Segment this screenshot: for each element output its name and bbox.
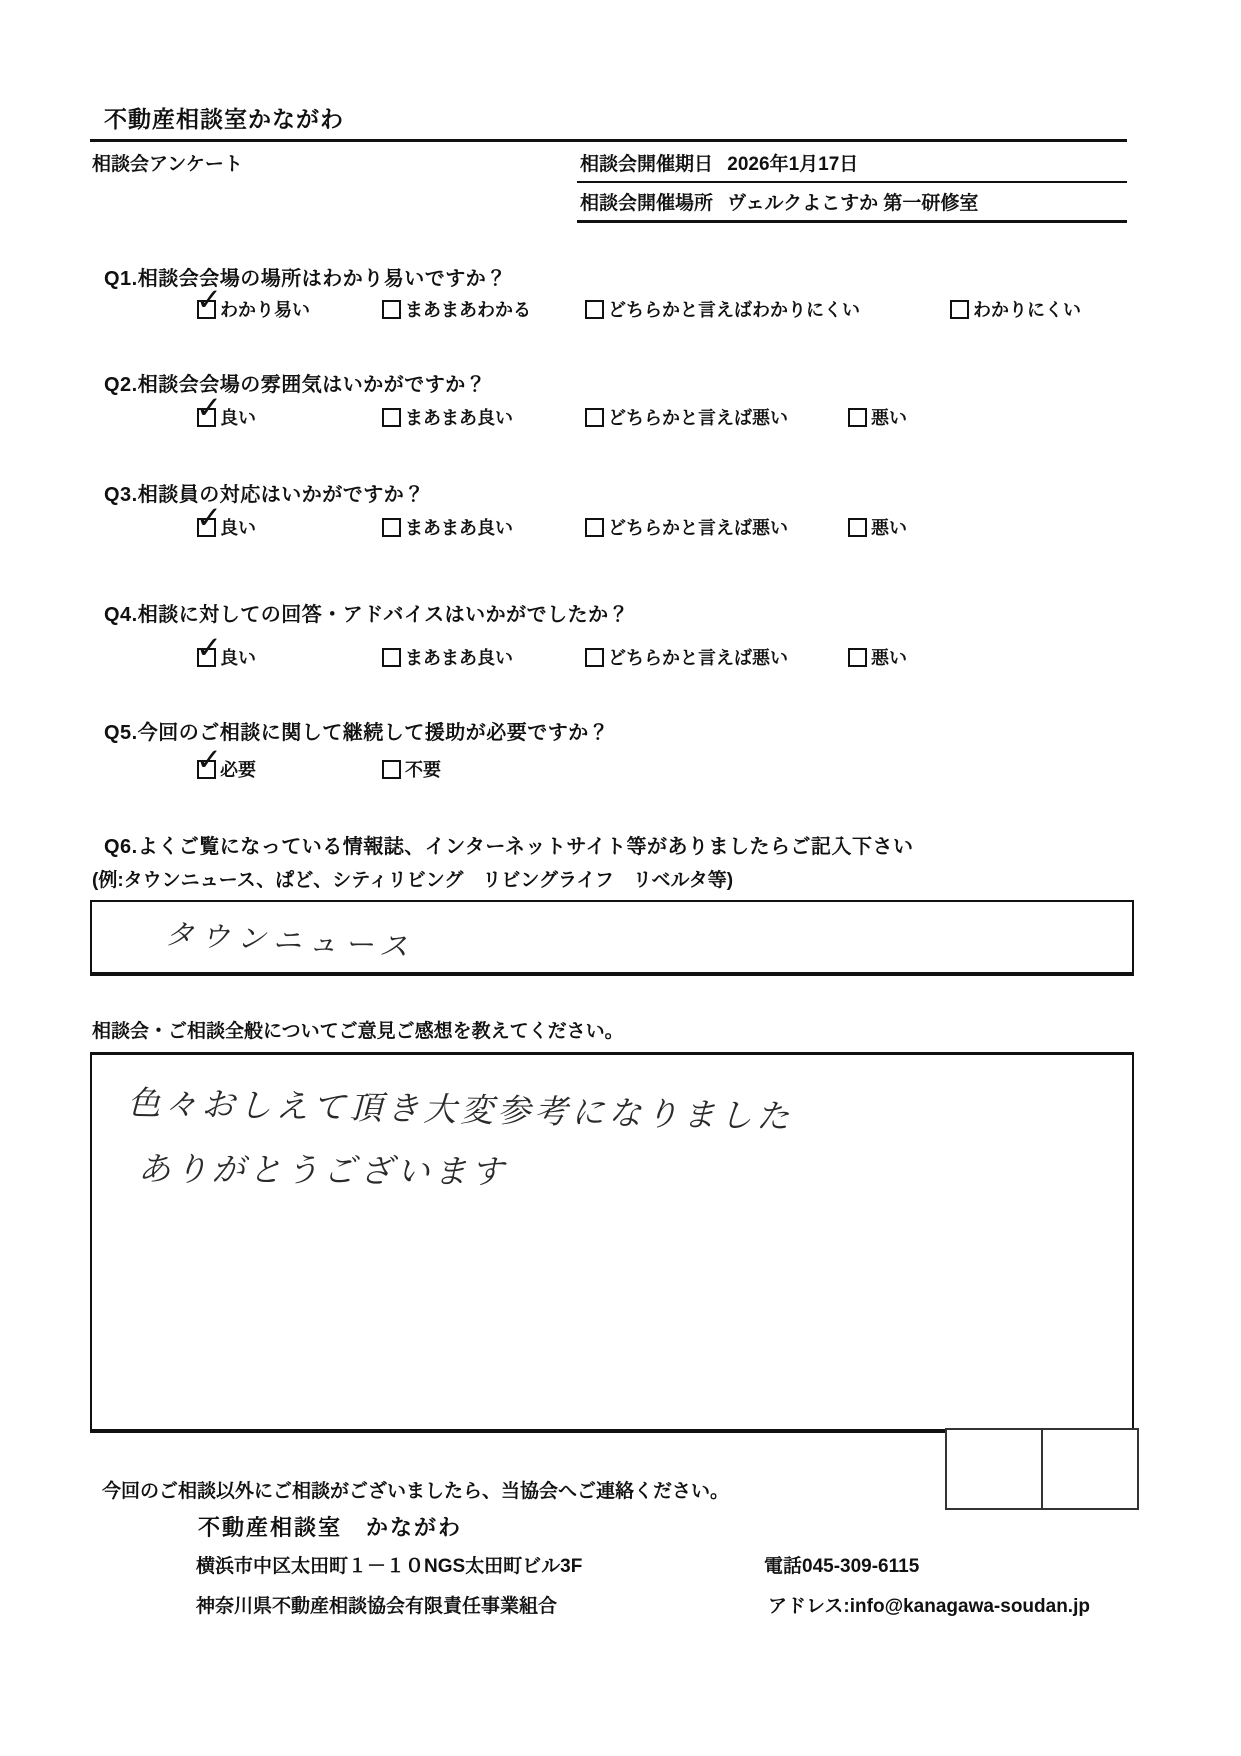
q2-option-4 [848, 404, 907, 430]
q6-answer-box[interactable] [90, 900, 1134, 976]
q1-option-3-label: どちらかと言えばわかりにくい [608, 300, 860, 320]
question-2-text: Q2.相談会会場の雰囲気はいかがですか？ [104, 374, 487, 396]
q3-option-1-label: 良い [220, 518, 256, 538]
title-divider [90, 139, 1127, 142]
q3-option-3-checkbox[interactable] [585, 518, 604, 537]
question-6-example: (例:タウンニュース、ぱど、シティリビング リビングライフ リベルタ等) [92, 870, 734, 891]
q2-option-4-label: 悪い [871, 408, 907, 428]
q1-option-1 [197, 296, 310, 322]
q2-option-3-checkbox[interactable] [585, 408, 604, 427]
q4-option-1-label: 良い [220, 648, 256, 668]
footer-phone: 電話045-309-6115 [764, 1556, 920, 1577]
q4-option-1-checkbox[interactable] [197, 648, 216, 667]
event-place-value: ヴェルクよこすか 第一研修室 [727, 193, 979, 214]
q4-option-4 [848, 644, 907, 670]
q3-option-2-checkbox[interactable] [382, 518, 401, 537]
q5-option-1 [197, 756, 256, 782]
q3-option-4-label: 悪い [871, 518, 907, 538]
q3-option-4 [848, 514, 907, 540]
event-date-row [580, 149, 858, 176]
page-title: 不動産相談室かながわ [104, 106, 344, 132]
q1-option-4-checkbox[interactable] [950, 300, 969, 319]
q2-option-3 [585, 404, 788, 430]
q4-option-4-label: 悪い [871, 648, 907, 668]
q5-option-1-label: 必要 [220, 760, 256, 780]
question-4-options [0, 644, 1241, 674]
footer-contact-note: 今回のご相談以外にご相談がございましたら、当協会へご連絡ください。 [102, 1481, 730, 1502]
q3-option-3 [585, 514, 788, 540]
q2-option-1-label: 良い [220, 408, 256, 428]
question-2-options [0, 404, 1241, 434]
comment-answer-box[interactable] [90, 1052, 1134, 1433]
footer-email: アドレス:info@kanagawa-soudan.jp [768, 1596, 1090, 1617]
q3-option-3-label: どちらかと言えば悪い [608, 518, 788, 538]
q1-option-1-checkbox[interactable] [197, 300, 216, 319]
q1-option-3 [585, 296, 860, 322]
q4-option-2-label: まあまあ良い [405, 648, 513, 668]
q2-option-1 [197, 404, 256, 430]
comment-handwritten-line-1: 色々おしえて頂き大変参考になりました [127, 1082, 794, 1136]
q2-option-2-label: まあまあ良い [405, 408, 513, 428]
event-date-value: 2026年1月17日 [727, 154, 859, 175]
q4-option-4-checkbox[interactable] [848, 648, 867, 667]
q4-option-3 [585, 644, 788, 670]
q2-option-3-label: どちらかと言えば悪い [608, 408, 788, 428]
q3-option-2-label: まあまあ良い [405, 518, 513, 538]
q2-option-2 [382, 404, 513, 430]
q1-option-2-checkbox[interactable] [382, 300, 401, 319]
question-5-options [0, 756, 1241, 786]
event-date-label: 相談会開催期日 [580, 154, 714, 175]
question-3-text: Q3.相談員の対応はいかがですか？ [104, 484, 425, 506]
comment-section-label: 相談会・ご相談全般についてご意見ご感想を教えてください。 [92, 1021, 624, 1042]
q1-option-2 [382, 296, 531, 322]
q5-option-2 [382, 756, 441, 782]
q2-option-2-checkbox[interactable] [382, 408, 401, 427]
question-5-text: Q5.今回のご相談に関して継続して援助が必要ですか？ [104, 722, 610, 744]
question-6-text: Q6.よくご覧になっている情報誌、インターネットサイト等がありましたらご記入下さい [104, 836, 914, 858]
question-3-options [0, 514, 1241, 544]
q4-option-3-label: どちらかと言えば悪い [608, 648, 788, 668]
question-1-text: Q1.相談会会場の場所はわかり易いですか？ [104, 268, 507, 290]
q1-option-1-label: わかり易い [220, 300, 310, 320]
form-title: 相談会アンケート [92, 154, 243, 175]
footer-address: 横浜市中区太田町１－１０NGS太田町ビル3F [196, 1556, 583, 1577]
q4-option-2-checkbox[interactable] [382, 648, 401, 667]
q3-option-1 [197, 514, 256, 540]
question-1-options [0, 296, 1241, 326]
footer-org-name: 不動産相談室 かながわ [198, 1515, 463, 1540]
q3-option-1-checkbox[interactable] [197, 518, 216, 537]
q2-option-1-checkbox[interactable] [197, 408, 216, 427]
q1-option-3-checkbox[interactable] [585, 300, 604, 319]
q4-option-2 [382, 644, 513, 670]
stamp-cell-right [1043, 1430, 1137, 1508]
event-place-row [580, 188, 978, 215]
event-place-divider [577, 220, 1127, 223]
q5-option-1-checkbox[interactable] [197, 760, 216, 779]
comment-handwritten-line-2: ありがとうございます [137, 1148, 508, 1192]
footer-association: 神奈川県不動産相談協会有限責任事業組合 [196, 1596, 558, 1617]
event-date-divider [577, 181, 1127, 183]
q5-option-2-checkbox[interactable] [382, 760, 401, 779]
q1-option-4 [950, 296, 1081, 322]
q2-option-4-checkbox[interactable] [848, 408, 867, 427]
q1-option-2-label: まあまあわかる [405, 300, 531, 320]
stamp-cell-left [947, 1430, 1043, 1508]
q6-handwritten-answer: タウンニュース [163, 916, 416, 965]
q3-option-2 [382, 514, 513, 540]
q1-option-4-label: わかりにくい [973, 300, 1081, 320]
q3-option-4-checkbox[interactable] [848, 518, 867, 537]
event-place-label: 相談会開催場所 [580, 193, 714, 214]
stamp-grid [945, 1428, 1139, 1510]
q4-option-3-checkbox[interactable] [585, 648, 604, 667]
q5-option-2-label: 不要 [405, 760, 441, 780]
question-4-text: Q4.相談に対しての回答・アドバイスはいかがでしたか？ [104, 604, 630, 626]
q4-option-1 [197, 644, 256, 670]
